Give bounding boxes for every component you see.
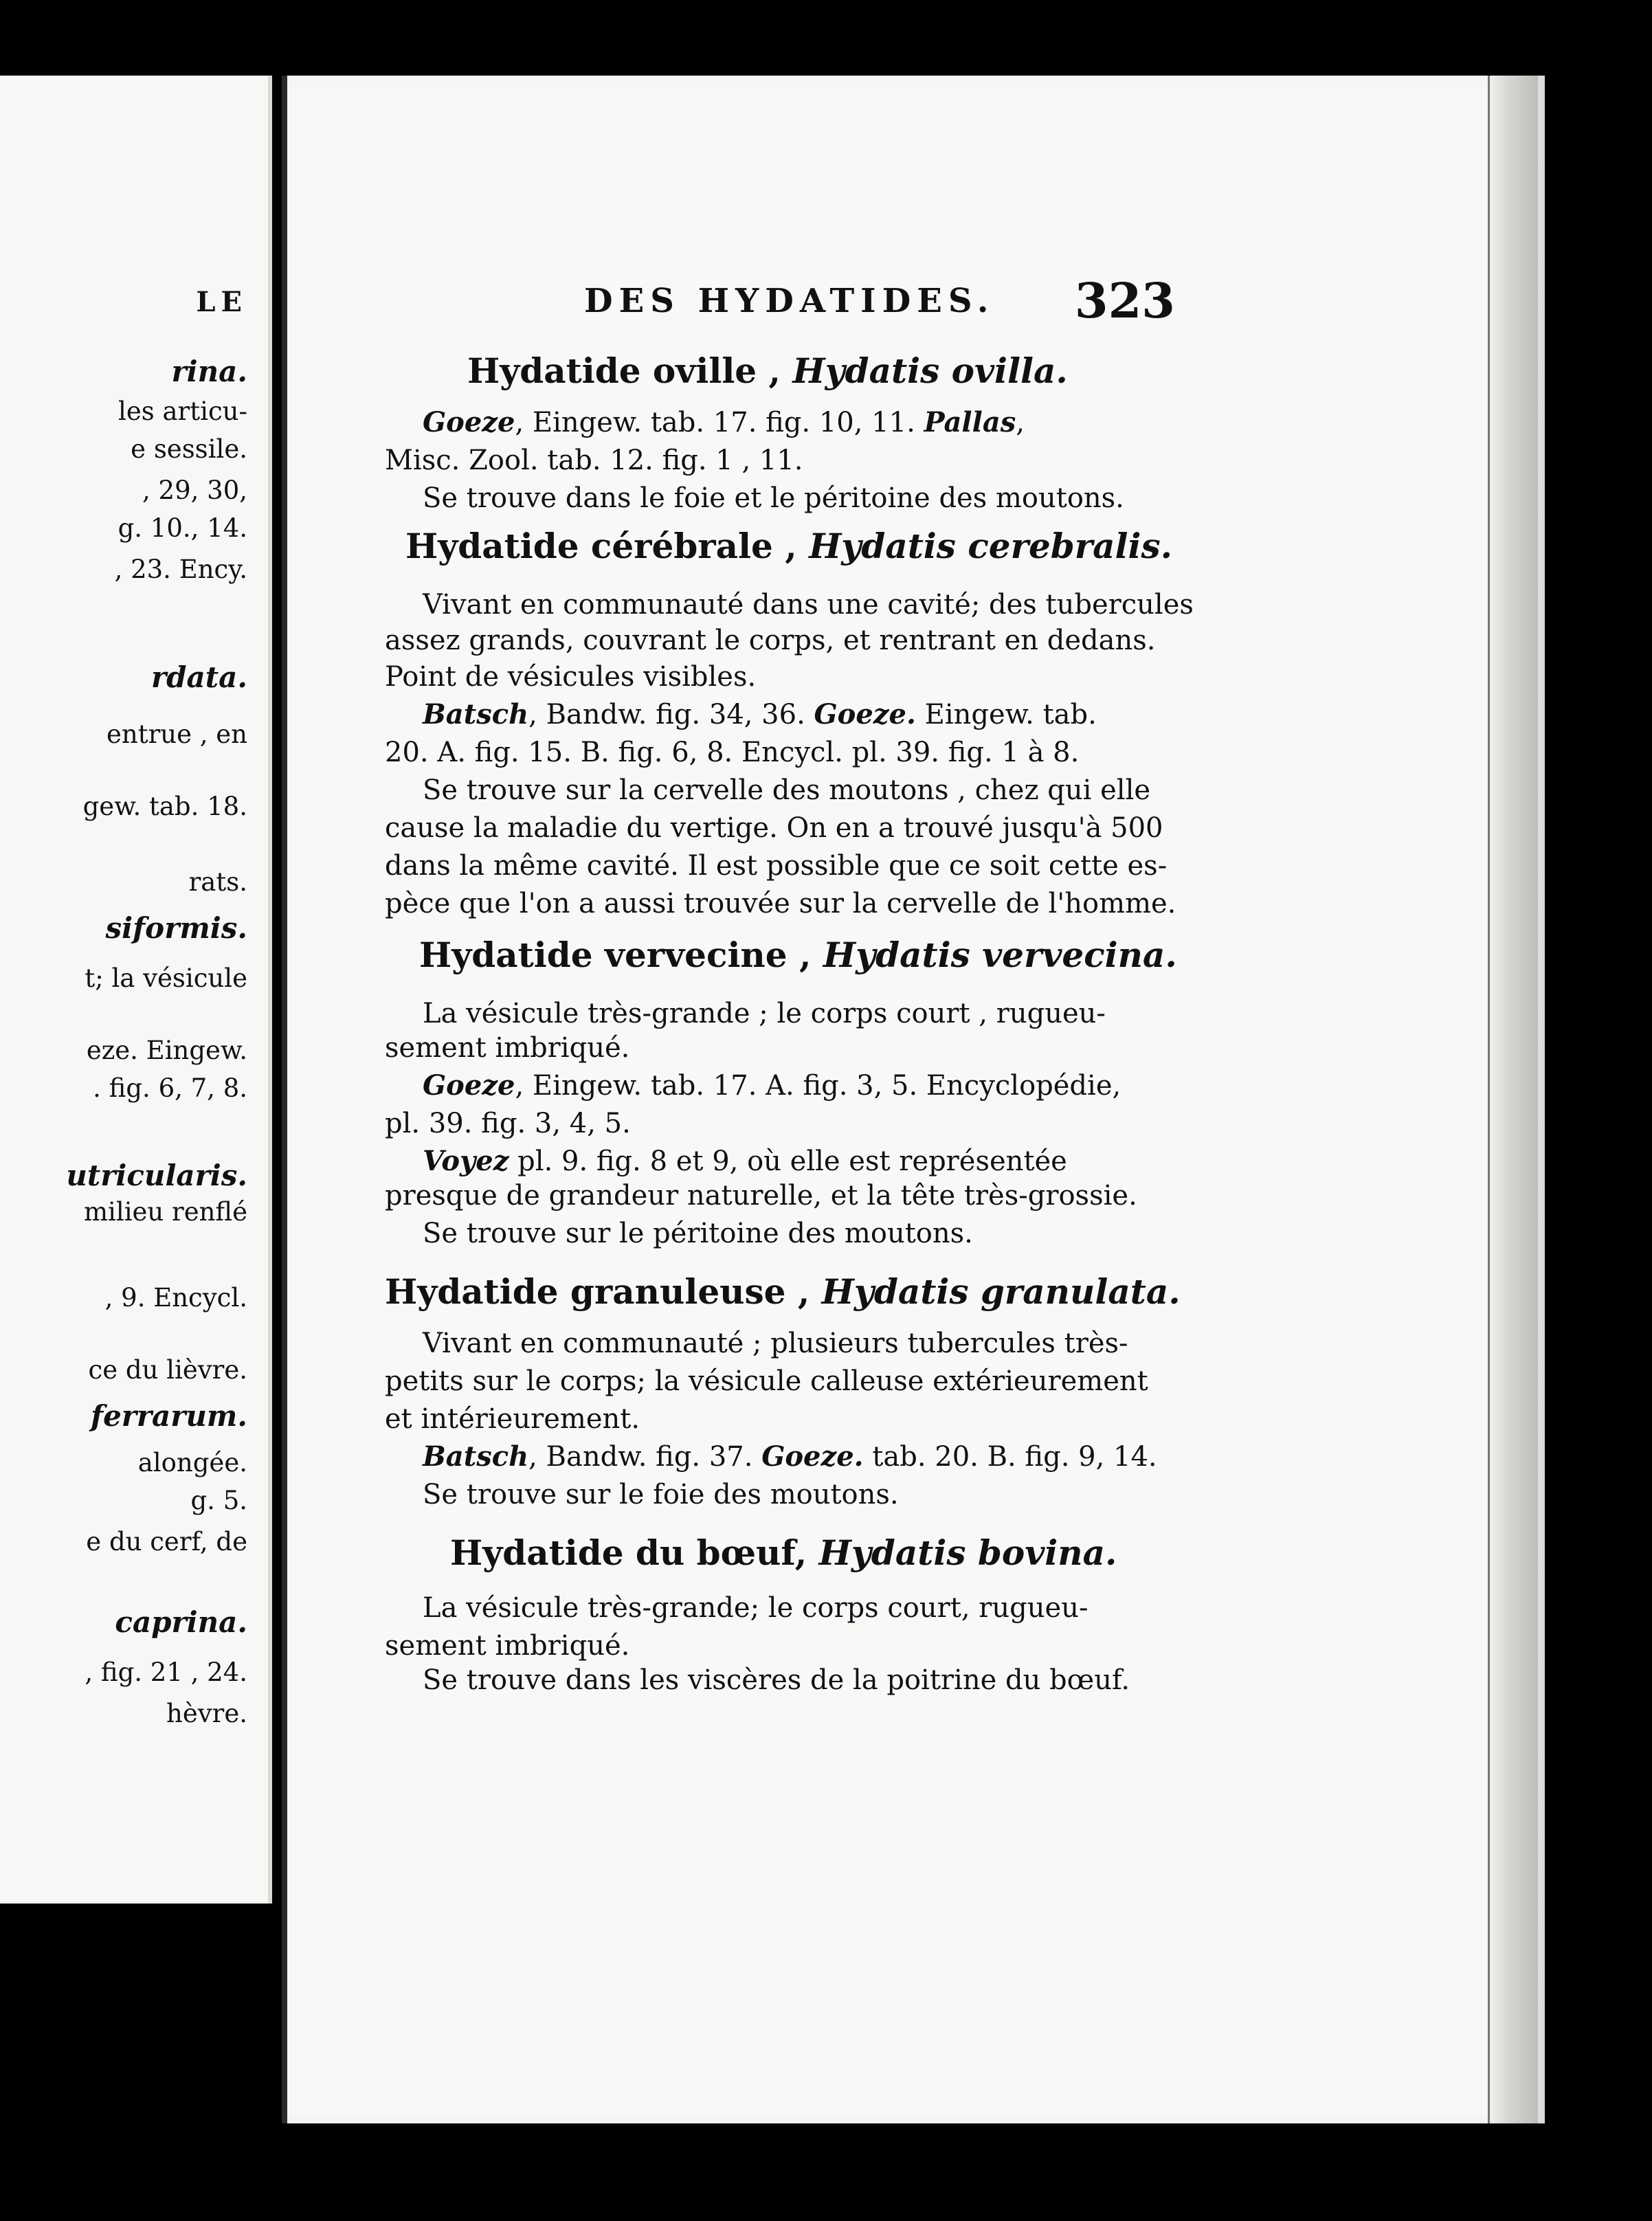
text-segment: presque de grandeur naturelle, et la tête très-grossie. [385, 1180, 1137, 1212]
text-line [423, 1440, 1157, 1473]
left-page-line: g. 10., 14. [118, 513, 247, 543]
left-page-line: . fig. 6, 7, 8. [93, 1073, 247, 1103]
text-segment: La vésicule très-grande ; le corps court , rugueu- [423, 998, 1106, 1029]
left-page-line: e sessile. [131, 434, 247, 464]
left-page-line: rats. [188, 867, 247, 897]
author-reference: Goeze. [761, 1440, 864, 1473]
text-line [423, 589, 1194, 621]
text-line [385, 1034, 629, 1062]
text-segment: Se trouve dans les viscères de la poitrine du bœuf. [423, 1664, 1130, 1696]
species-name-latin: Hydatis bovina. [818, 1532, 1117, 1573]
text-line [423, 484, 1124, 512]
text-segment: , Eingew. tab. 17. fig. 10, 11. [515, 407, 924, 438]
text-segment: et intérieurement. [385, 1403, 640, 1435]
left-page-line: , 29, 30, [142, 476, 247, 505]
species-heading [405, 526, 1173, 566]
text-segment: assez grands, couvrant le corps, et rentrant en dedans. [385, 625, 1156, 656]
species-name-french: Hydatide granuleuse , [385, 1271, 822, 1312]
text-segment: pèce que l'on a aussi trouvée sur la cervelle de l'homme. [385, 888, 1176, 919]
text-segment: sement imbriqué. [385, 1630, 630, 1662]
page-number: 323 [1074, 272, 1175, 329]
species-name-french: Hydatide du bœuf, [450, 1532, 819, 1573]
author-reference: Pallas [924, 406, 1016, 438]
text-segment: pl. 9. fig. 8 et 9, où elle est représentée [509, 1146, 1067, 1177]
species-heading [419, 935, 1177, 975]
species-heading [467, 350, 1068, 391]
text-line [423, 698, 1097, 730]
left-page-line: g. 5. [190, 1486, 247, 1515]
text-line [385, 1632, 629, 1660]
text-segment: cause la maladie du vertige. On en a trouvé jusqu'à 500 [385, 812, 1163, 844]
author-reference: Voyez [423, 1145, 509, 1177]
text-line [385, 814, 1163, 842]
text-line [423, 1000, 1106, 1027]
species-name-latin: Hydatis cerebralis. [809, 526, 1173, 566]
text-segment: petits sur le corps; la vésicule calleuse extérieurement [385, 1365, 1148, 1397]
text-line [423, 1069, 1121, 1102]
species-name-french: Hydatide oville , [467, 350, 793, 391]
text-segment: La vésicule très-grande; le corps court, rugueu- [423, 1592, 1089, 1624]
text-segment: Se trouve sur le péritoine des moutons. [423, 1218, 973, 1249]
left-page-line: LE [196, 286, 247, 318]
left-page-line: , 23. Ency. [114, 555, 247, 584]
text-line [423, 1594, 1088, 1622]
species-heading [385, 1271, 1181, 1312]
text-segment: sement imbriqué. [385, 1032, 630, 1064]
species-name-french: Hydatide vervecine , [419, 935, 823, 975]
left-page-line: ce du lièvre. [88, 1355, 247, 1385]
text-segment: , Bandw. fig. 34, 36. [528, 699, 814, 730]
text-line [423, 1666, 1130, 1694]
left-facing-page [0, 76, 272, 1904]
author-reference: Batsch [423, 1440, 529, 1473]
text-segment: , Bandw. fig. 37. [528, 1441, 762, 1473]
text-segment: Se trouve dans le foie et le péritoine des moutons. [423, 482, 1124, 514]
left-page-line: t; la vésicule [85, 963, 247, 993]
text-line [385, 627, 1155, 654]
left-page-line: e du cerf, de [86, 1527, 247, 1556]
text-segment: Misc. Zool. tab. 12. fig. 1 , 11. [385, 445, 803, 476]
text-segment: Vivant en communauté ; plusieurs tubercules très- [423, 1328, 1128, 1359]
text-line [385, 1365, 1148, 1397]
left-page-line: milieu renflé [83, 1197, 247, 1227]
page-edge [1488, 76, 1538, 2123]
text-segment: 20. A. fig. 15. B. fig. 6, 8. Encycl. pl. 39. fig. 1 à 8. [385, 737, 1080, 768]
left-page-line: siformis. [105, 911, 247, 945]
left-page-line: rina. [171, 355, 247, 388]
text-line [385, 663, 756, 691]
text-line [423, 406, 1025, 438]
text-line [385, 739, 1079, 766]
left-page-line: entrue , en [106, 719, 247, 749]
left-page-line: eze. Eingew. [86, 1036, 247, 1065]
text-segment: Se trouve sur la cervelle des moutons , chez qui elle [423, 774, 1151, 806]
author-reference: Goeze [423, 1069, 515, 1102]
text-segment: Vivant en communauté dans une cavité; des tubercules [423, 589, 1194, 621]
text-line [423, 1330, 1128, 1357]
running-header [563, 272, 1175, 330]
left-page-line: rdata. [151, 660, 247, 694]
left-page-line: , 9. Encycl. [104, 1283, 247, 1313]
text-line [423, 1145, 1067, 1177]
text-segment: Point de vésicules visibles. [385, 661, 757, 693]
left-page-line: , fig. 21 , 24. [85, 1658, 247, 1687]
left-page-line: alongée. [137, 1448, 247, 1477]
species-name-french: Hydatide cérébrale , [405, 526, 810, 566]
left-page-line: caprina. [115, 1605, 247, 1639]
left-page-line: les articu- [118, 397, 247, 426]
author-reference: Goeze [423, 406, 515, 438]
text-line [423, 1481, 899, 1508]
left-page-line: ferrarum. [91, 1399, 247, 1433]
author-reference: Goeze. [814, 698, 916, 730]
text-line [385, 890, 1176, 917]
text-line [423, 1220, 973, 1247]
left-page-line: hèvre. [166, 1699, 247, 1728]
text-line [385, 852, 1167, 880]
left-page-line: gew. tab. 18. [82, 792, 247, 821]
text-segment: Eingew. tab. [915, 699, 1097, 730]
text-line [385, 1405, 640, 1433]
running-title: DES HYDATIDES. [584, 282, 995, 320]
text-segment: tab. 20. B. fig. 9, 14. [863, 1441, 1157, 1473]
species-name-latin: Hydatis granulata. [821, 1271, 1181, 1312]
text-segment: , [1016, 407, 1025, 438]
text-segment: , Eingew. tab. 17. A. fig. 3, 5. Encyclopédie, [515, 1070, 1121, 1102]
text-segment: pl. 39. fig. 3, 4, 5. [385, 1108, 631, 1139]
text-segment: Se trouve sur le foie des moutons. [423, 1479, 899, 1510]
text-line [385, 1110, 631, 1137]
left-page-line: utricularis. [66, 1159, 247, 1192]
text-line [423, 774, 1151, 806]
species-heading [450, 1532, 1117, 1573]
species-name-latin: Hydatis vervecina. [823, 935, 1177, 975]
author-reference: Batsch [423, 698, 529, 730]
text-line [385, 447, 803, 474]
species-name-latin: Hydatis ovilla. [792, 350, 1068, 391]
text-segment: dans la même cavité. Il est possible que ce soit cette es- [385, 850, 1168, 882]
text-line [385, 1180, 1137, 1212]
